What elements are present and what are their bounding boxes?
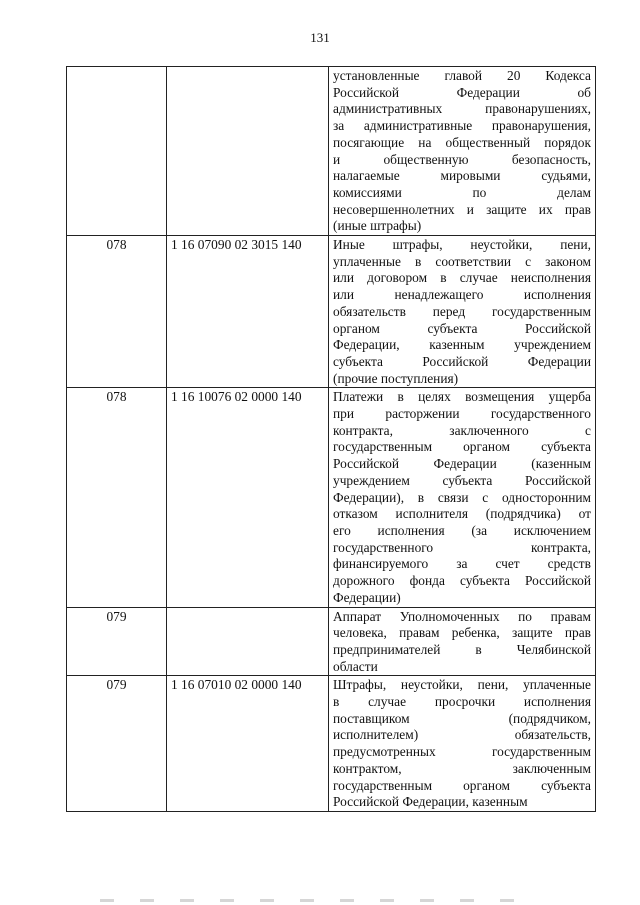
description-line: контрактом, заключенным xyxy=(333,760,591,776)
description-line: государственного контракта, xyxy=(333,539,591,555)
table-row xyxy=(67,236,596,388)
description-line: Аппарат Уполномоченных по правам xyxy=(333,608,591,624)
table-body xyxy=(67,67,596,812)
description-line: отказом исполнителя (подрядчика) от xyxy=(333,506,591,522)
description-line: (иные штрафы) xyxy=(333,218,422,234)
description-line: Российской Федерации (казенным xyxy=(333,456,591,472)
admin-code-cell xyxy=(67,67,167,236)
description-cell xyxy=(329,67,596,236)
description-line: дорожного фонда субъекта Российской xyxy=(333,573,591,589)
description-line: посягающие на общественный порядок xyxy=(333,134,591,150)
income-code-cell xyxy=(167,67,329,236)
description-line: органом субъекта Российской xyxy=(333,320,591,336)
description-cell xyxy=(329,676,596,812)
table-row xyxy=(67,676,596,812)
description-line: административных правонарушениях, xyxy=(333,101,591,117)
income-code-cell: 1 16 07010 02 0000 140 xyxy=(167,676,329,812)
description-line: Федерации, казенным учреждением xyxy=(333,337,591,353)
table-row xyxy=(67,607,596,676)
description-line: уплаченные в соответствии с законом xyxy=(333,253,591,269)
description-line: финансируемого за счет средств xyxy=(333,556,591,572)
description-line: налагаемые мировыми судьями, xyxy=(333,168,591,184)
description-line: исполнителем) обязательств, xyxy=(333,727,591,743)
description-line: предусмотренных государственным xyxy=(333,744,591,760)
income-code-cell: 1 16 07090 02 3015 140 xyxy=(167,236,329,388)
description-line: Иные штрафы, неустойки, пени, xyxy=(333,237,591,253)
description-line: человека, правам ребенка, защите прав xyxy=(333,625,591,641)
description-line: установленные главой 20 Кодекса xyxy=(333,68,591,83)
description-line: несовершеннолетних и защите их прав xyxy=(333,201,591,217)
description-line: поставщиком (подрядчиком, xyxy=(333,710,591,726)
description-line: его исполнения (за исключением xyxy=(333,522,591,538)
description-line: государственным органом субъекта xyxy=(333,439,591,455)
admin-code-cell: 078 xyxy=(67,388,167,607)
description-line: и общественную безопасность, xyxy=(333,151,591,167)
budget-codes-table xyxy=(66,66,596,812)
description-cell xyxy=(329,236,596,388)
table-row xyxy=(67,388,596,607)
description-cell xyxy=(329,607,596,676)
income-code-cell: 1 16 10076 02 0000 140 xyxy=(167,388,329,607)
description-line: государственным органом субъекта xyxy=(333,777,591,793)
admin-code-cell: 079 xyxy=(67,676,167,812)
description-line: или договором в случае неисполнения xyxy=(333,270,591,286)
scan-artifact xyxy=(100,899,540,902)
description-line: контракта, заключенного с xyxy=(333,422,591,438)
income-code-cell xyxy=(167,607,329,676)
description-line: при расторжении государственного xyxy=(333,406,591,422)
admin-code-cell: 078 xyxy=(67,236,167,388)
description-line: за административные правонарушения, xyxy=(333,118,591,134)
description-line: предпринимателей в Челябинской xyxy=(333,641,591,657)
description-line: комиссиями по делам xyxy=(333,184,591,200)
page-number: 131 xyxy=(310,30,330,45)
description-line: учреждением субъекта Российской xyxy=(333,472,591,488)
description-line: (прочие поступления) xyxy=(333,370,459,386)
description-line: или ненадлежащего исполнения xyxy=(333,287,591,303)
description-line: Платежи в целях возмещения ущерба xyxy=(333,389,591,405)
description-line: Федерации) xyxy=(333,589,401,605)
description-line: Российской Федерации об xyxy=(333,84,591,100)
description-line: в случае просрочки исполнения xyxy=(333,694,591,710)
admin-code-cell: 079 xyxy=(67,607,167,676)
description-line: области xyxy=(333,658,378,674)
description-line: Федерации), в связи с односторонним xyxy=(333,489,591,505)
description-cell xyxy=(329,388,596,607)
description-line: Российской Федерации, казенным xyxy=(333,794,528,810)
table-row xyxy=(67,67,596,236)
description-line: Штрафы, неустойки, пени, уплаченные xyxy=(333,677,591,693)
description-line: обязательств перед государственным xyxy=(333,303,591,319)
description-line: субъекта Российской Федерации xyxy=(333,353,591,369)
